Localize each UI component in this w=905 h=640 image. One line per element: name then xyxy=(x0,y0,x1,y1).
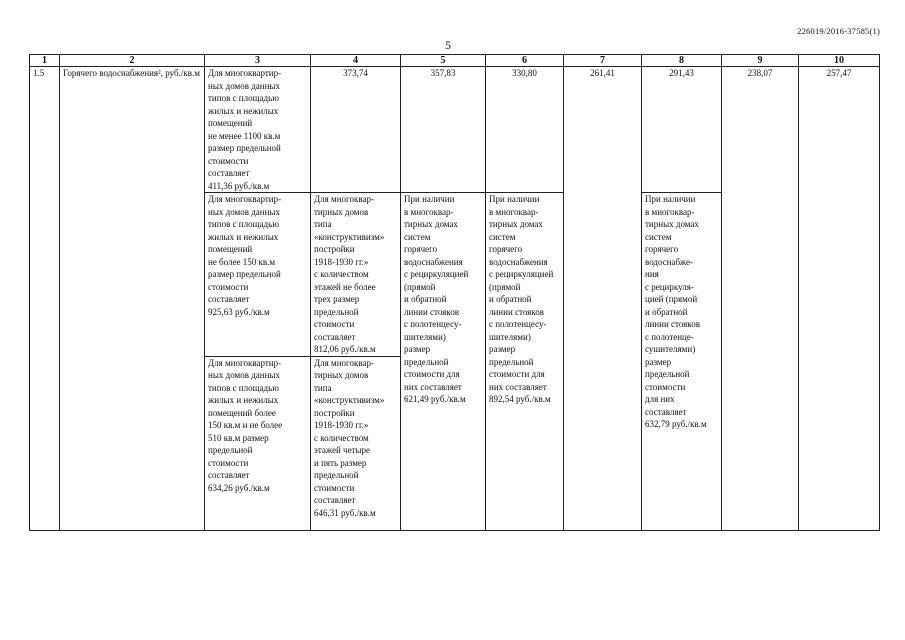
column-header: 7 xyxy=(564,55,642,67)
column-number-row xyxy=(30,55,880,67)
cell-col4-value: 373,74 xyxy=(311,67,401,193)
column-header: 9 xyxy=(722,55,799,67)
document-number: 226019/2016-37585(1) xyxy=(797,26,880,36)
column-header: 10 xyxy=(799,55,880,67)
cell-col8-b: При наличии в многоквар- тирных домах систем горячего водоснабже- ния с рециркуля- цией (прямой и обратной линии стояков с полотенце- сушителями) размер предельной стоимости для них составляет 632,79 руб./кв.м xyxy=(642,193,722,531)
cell-col6-b: При наличии в многоквар- тирных домах систем горячего водоснабжения с рециркуляцией (прямой и обратной линии стояков с полотенцесу- шителями) размер предельной стоимости для них составляет 892,54 руб./кв.м xyxy=(486,193,564,531)
cell-col5-value: 357,83 xyxy=(401,67,486,193)
table-row xyxy=(30,67,880,193)
page-number: 5 xyxy=(445,38,451,52)
column-header: 3 xyxy=(205,55,311,67)
cell-col8-value: 291,43 xyxy=(642,67,722,193)
cell-col10-value: 257,47 xyxy=(799,67,880,531)
cell-col5-b: При наличии в многоквар- тирных домах систем горячего водоснабжения с рециркуляцией (прямой и обратной линии стояков с полотенцесу- шителями) размер предельной стоимости для них составляет 621,49 руб./кв.м xyxy=(401,193,486,531)
tariff-table xyxy=(29,54,880,531)
cell-col4-c: Для многоквар- тирных домов типа «конструктивизм» постройки 1918-1930 гг.» с количеством этажей четыре и пять размер предельной стоимости составляет 646,31 руб./кв.м xyxy=(311,356,401,530)
column-header: 8 xyxy=(642,55,722,67)
cell-col4-b: Для многоквар- тирных домов типа «конструктивизм» постройки 1918-1930 гг.» с количеством этажей не более трех размер предельной стоимости составляет 812,06 руб./кв.м xyxy=(311,193,401,357)
cell-col6-value: 330,80 xyxy=(486,67,564,193)
cell-col7-value: 261,41 xyxy=(564,67,642,531)
column-header: 6 xyxy=(486,55,564,67)
column-header: 2 xyxy=(60,55,205,67)
cell-col9-value: 238,07 xyxy=(722,67,799,531)
cell-col3-c: Для многоквартир- ных домов данных типов с площадью жилых и нежилых помещений более 150 кв.м и не более 510 кв.м размер предельной стоимости составляет 634,26 руб./кв.м xyxy=(205,356,311,530)
column-header: 5 xyxy=(401,55,486,67)
column-header: 4 xyxy=(311,55,401,67)
cell-col3-a: Для многоквартир- ных домов данных типов с площадью жилых и нежилых помещений не менее 1100 кв.м размер предельной стоимости составляет 411,36 руб./кв.м xyxy=(205,67,311,193)
row-index: 1.5 xyxy=(30,67,60,531)
row-name: Горячего водоснабжения², руб./кв.м xyxy=(60,67,205,531)
column-header: 1 xyxy=(30,55,60,67)
cell-col3-b: Для многоквартир- ных домов данных типов с площадью жилых и нежилых помещений не более 150 кв.м размер предельной стоимости составляет 925,63 руб./кв.м xyxy=(205,193,311,357)
